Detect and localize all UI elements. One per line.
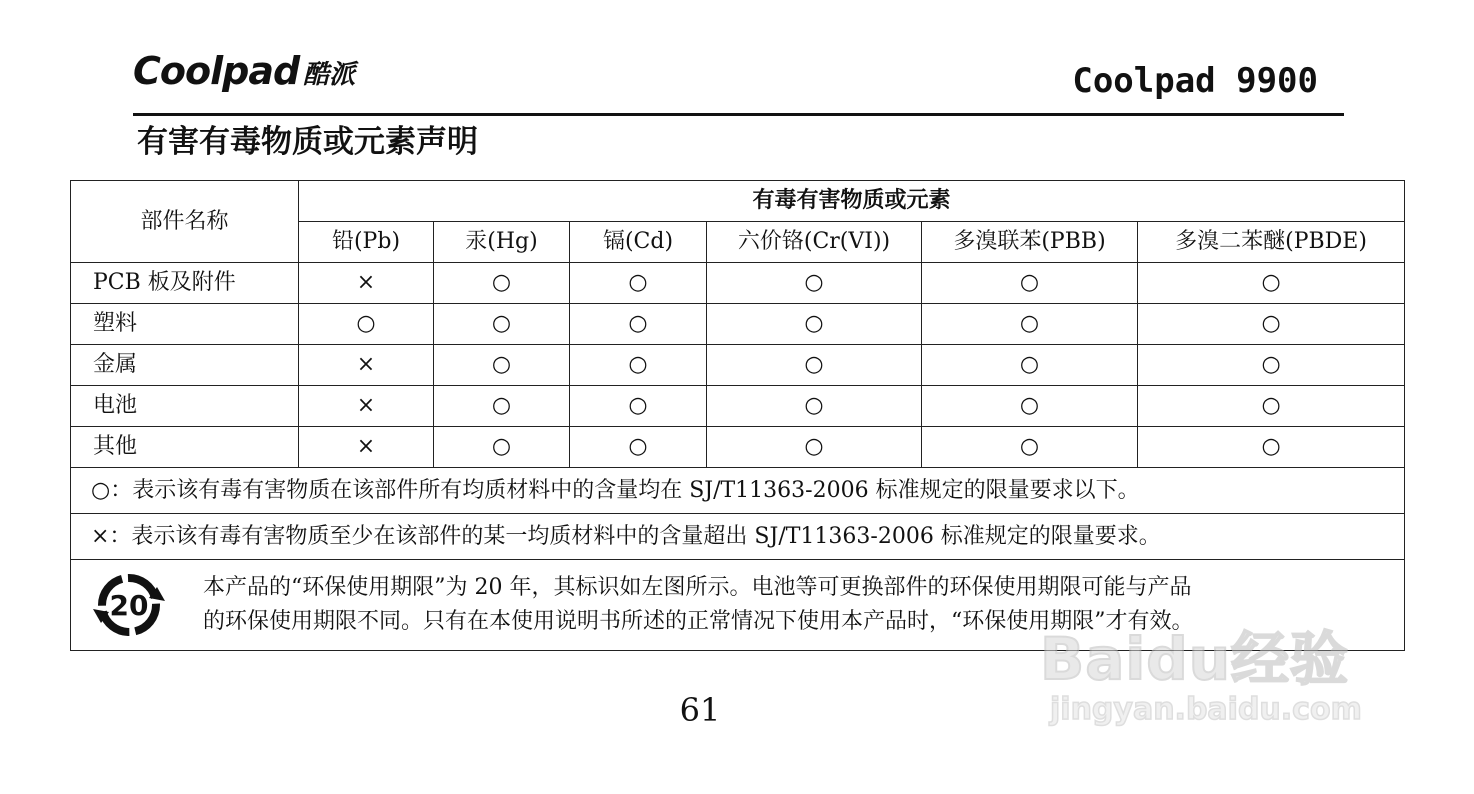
eco-period-icon-label: 20 (109, 589, 149, 622)
part-name: PCB 板及附件 (71, 263, 299, 304)
substance-mark: ○ (707, 304, 922, 345)
substance-mark: ○ (1138, 304, 1405, 345)
substance-mark: ○ (1138, 263, 1405, 304)
column-header-pbde: 多溴二苯醚(PBDE) (1138, 222, 1405, 263)
eco-period-20-icon (89, 565, 169, 645)
substance-mark: ○ (922, 304, 1138, 345)
substance-mark: ○ (922, 345, 1138, 386)
column-header-pbb: 多溴联苯(PBB) (922, 222, 1138, 263)
part-name: 塑料 (71, 304, 299, 345)
eco-period-line-2: 的环保使用期限不同。只有在本使用说明书所述的正常情况下使用本产品时，“环保使用期限”才有效。 (203, 609, 1194, 634)
part-name: 其他 (71, 427, 299, 468)
part-name-header: 部件名称 (71, 181, 299, 263)
substance-mark: × (299, 345, 434, 386)
substance-mark: ○ (570, 263, 707, 304)
substance-mark: ○ (922, 427, 1138, 468)
watermark-url-text: jingyan.baidu.com (1050, 692, 1362, 727)
substance-mark: ○ (707, 427, 922, 468)
substance-mark: ○ (1138, 427, 1405, 468)
hazardous-substance-table (70, 180, 1405, 651)
substance-mark: ○ (570, 304, 707, 345)
substance-mark: ○ (707, 345, 922, 386)
eco-period-block (71, 565, 1404, 645)
table-row (71, 427, 1405, 468)
legend-row-cross (71, 514, 1405, 560)
legend-cross-note: ×：表示该有毒有害物质至少在该部件的某一均质材料中的含量超出 SJ/T11363-2006 标准规定的限量要求。 (71, 514, 1405, 560)
table-row (71, 304, 1405, 345)
substance-mark: × (299, 263, 434, 304)
table-row (71, 386, 1405, 427)
substance-mark: × (299, 427, 434, 468)
substance-group-header: 有毒有害物质或元素 (299, 181, 1405, 222)
substance-mark: ○ (1138, 345, 1405, 386)
substance-mark: ○ (299, 304, 434, 345)
eco-period-text (203, 571, 1194, 639)
substance-mark: ○ (1138, 386, 1405, 427)
substance-mark: ○ (434, 427, 570, 468)
table-row (71, 345, 1405, 386)
substance-mark: ○ (570, 386, 707, 427)
substance-mark: ○ (707, 263, 922, 304)
logo-wordmark: Coolpad (133, 49, 300, 93)
substance-mark: ○ (922, 263, 1138, 304)
table-header-row (71, 181, 1405, 222)
substance-mark: ○ (570, 427, 707, 468)
table-row (71, 263, 1405, 304)
legend-circle-note: ○：表示该有毒有害物质在该部件所有均质材料中的含量均在 SJ/T11363-2006 标准规定的限量要求以下。 (71, 468, 1405, 514)
substance-mark: ○ (434, 386, 570, 427)
page-number: 61 (679, 691, 721, 729)
substance-mark: ○ (707, 386, 922, 427)
substance-mark: × (299, 386, 434, 427)
coolpad-logo (133, 49, 356, 93)
eco-period-line-1: 本产品的“环保使用期限”为 20 年，其标识如左图所示。电池等可更换部件的环保使用期限可能与产品 (203, 575, 1192, 600)
substance-mark: ○ (570, 345, 707, 386)
model-name: Coolpad 9900 (1072, 61, 1318, 101)
legend-row-circle (71, 468, 1405, 514)
substance-mark: ○ (922, 386, 1138, 427)
column-header-cd: 镉(Cd) (570, 222, 707, 263)
watermark-main-text: Baidu经验 (1040, 625, 1350, 693)
substance-mark: ○ (434, 345, 570, 386)
eco-period-row (71, 560, 1405, 651)
column-header-cr6: 六价铬(Cr(VI)) (707, 222, 922, 263)
column-header-pb: 铅(Pb) (299, 222, 434, 263)
page-title: 有害有毒物质或元素声明 (137, 124, 478, 160)
header-divider (133, 113, 1344, 116)
substance-mark: ○ (434, 304, 570, 345)
column-header-hg: 汞(Hg) (434, 222, 570, 263)
part-name: 金属 (71, 345, 299, 386)
part-name: 电池 (71, 386, 299, 427)
substance-mark: ○ (434, 263, 570, 304)
logo-chinese-wordmark: 酷派 (303, 60, 356, 90)
